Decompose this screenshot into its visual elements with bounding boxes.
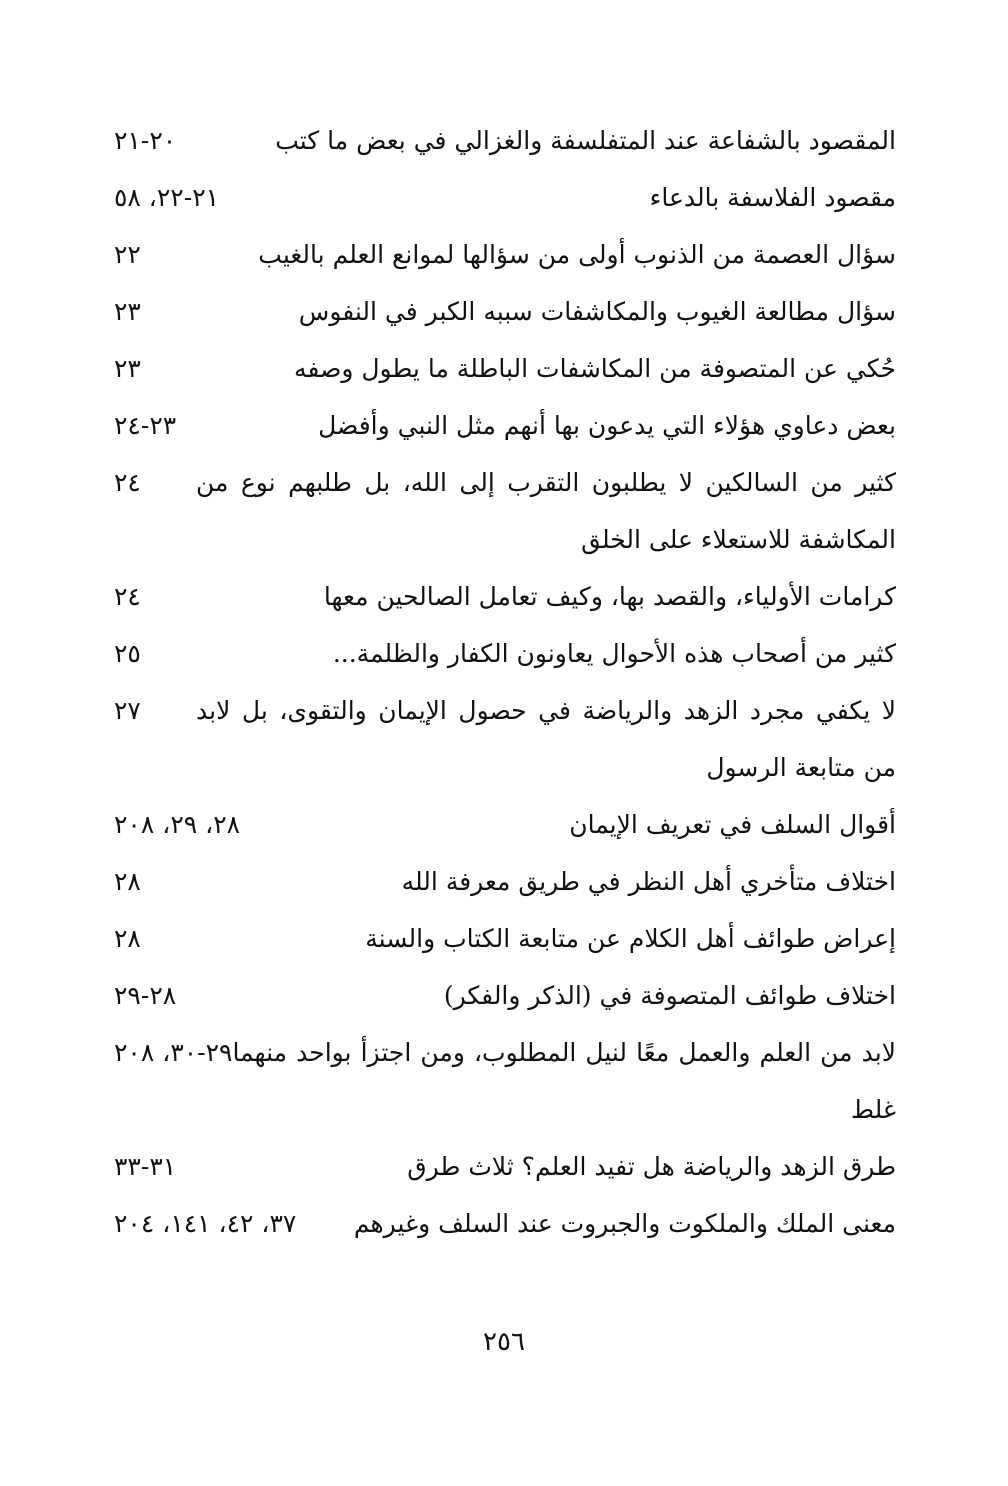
entry-pages: ٣٧، ٤٢، ١٤١، ٢٠٤ xyxy=(114,1209,297,1238)
entry-text: معنى الملك والملكوت والجبروت عند السلف وغيرهم xyxy=(353,1209,896,1238)
entry-pages: ٣١-٣٣ xyxy=(114,1152,177,1181)
index-entry xyxy=(110,853,896,910)
entry-pages: ٢٤ xyxy=(114,582,141,611)
entry-text: حُكي عن المتصوفة من المكاشفات الباطلة ما يطول وصفه xyxy=(294,354,896,383)
entry-text: المقصود بالشفاعة عند المتفلسفة والغزالي في بعض ما كتب xyxy=(275,126,896,155)
entry-text: إعراض طوائف أهل الكلام عن متابعة الكتاب والسنة xyxy=(365,924,896,953)
index-entry xyxy=(110,967,896,1024)
entry-pages: ٢٣ xyxy=(114,354,141,383)
entry-pages: ٢٥ xyxy=(114,639,141,668)
entry-pages: ٢٨ xyxy=(114,924,141,953)
entry-text: كثير من السالكين لا يطلبون التقرب إلى الله، بل طلبهم نوع من المكاشفة للاستعلاء على الخلق xyxy=(196,468,896,554)
entry-pages: ٢٤ xyxy=(114,468,141,497)
entry-pages: ٢٨ xyxy=(114,867,141,896)
index-entry xyxy=(110,1195,896,1252)
index-entry xyxy=(110,796,896,853)
index-entry xyxy=(110,1138,896,1195)
index-entry xyxy=(110,169,896,226)
index-entry xyxy=(110,568,896,625)
entry-pages: ٢٨-٢٩ xyxy=(114,981,177,1010)
entry-pages: ٢١-٢٢، ٥٨ xyxy=(114,183,220,212)
subject-index xyxy=(110,112,896,1252)
entry-text: كثير من أصحاب هذه الأحوال يعاونون الكفار والظلمة... xyxy=(332,639,896,668)
index-entry xyxy=(110,283,896,340)
entry-pages: ٢٩-٣٠، ٢٠٨ xyxy=(114,1038,233,1067)
entry-pages: ٢٧ xyxy=(114,696,141,725)
entry-text: كرامات الأولياء، والقصد بها، وكيف تعامل الصالحين معها xyxy=(323,582,896,611)
index-entry xyxy=(110,397,896,454)
entry-text: بعض دعاوي هؤلاء التي يدعون بها أنهم مثل النبي وأفضل xyxy=(318,411,896,440)
entry-text: سؤال العصمة من الذنوب أولى من سؤالها لموانع العلم بالغيب xyxy=(258,240,896,269)
entry-text: طرق الزهد والرياضة هل تفيد العلم؟ ثلاث طرق xyxy=(407,1152,896,1181)
index-entry xyxy=(110,112,896,169)
index-entry xyxy=(110,910,896,967)
entry-text: لابد من العلم والعمل معًا لنيل المطلوب، ومن اجتزأ بواحد منهما غلط xyxy=(232,1038,896,1124)
index-entry xyxy=(110,340,896,397)
entry-text: أقوال السلف في تعريف الإيمان xyxy=(569,810,896,839)
entry-text: مقصود الفلاسفة بالدعاء xyxy=(649,183,896,212)
entry-text: اختلاف طوائف المتصوفة في (الذكر والفكر) xyxy=(443,981,896,1010)
entry-text: اختلاف متأخري أهل النظر في طريق معرفة الله xyxy=(401,867,896,896)
page-number: ٢٥٦ xyxy=(483,1327,525,1357)
entry-pages: ٢٠-٢١ xyxy=(114,126,177,155)
index-entry xyxy=(110,1024,896,1138)
entry-pages: ٢٣-٢٤ xyxy=(114,411,177,440)
entry-text: لا يكفي مجرد الزهد والرياضة في حصول الإيمان والتقوى، بل لابد من متابعة الرسول xyxy=(196,696,896,782)
entry-text: سؤال مطالعة الغيوب والمكاشفات سببه الكبر في النفوس xyxy=(298,297,896,326)
entry-pages: ٢٣ xyxy=(114,297,141,326)
index-entry xyxy=(110,226,896,283)
index-entry xyxy=(110,625,896,682)
entry-pages: ٢٨، ٢٩، ٢٠٨ xyxy=(114,810,241,839)
index-entry xyxy=(110,682,896,796)
index-entry xyxy=(110,454,896,568)
entry-pages: ٢٢ xyxy=(114,240,141,269)
